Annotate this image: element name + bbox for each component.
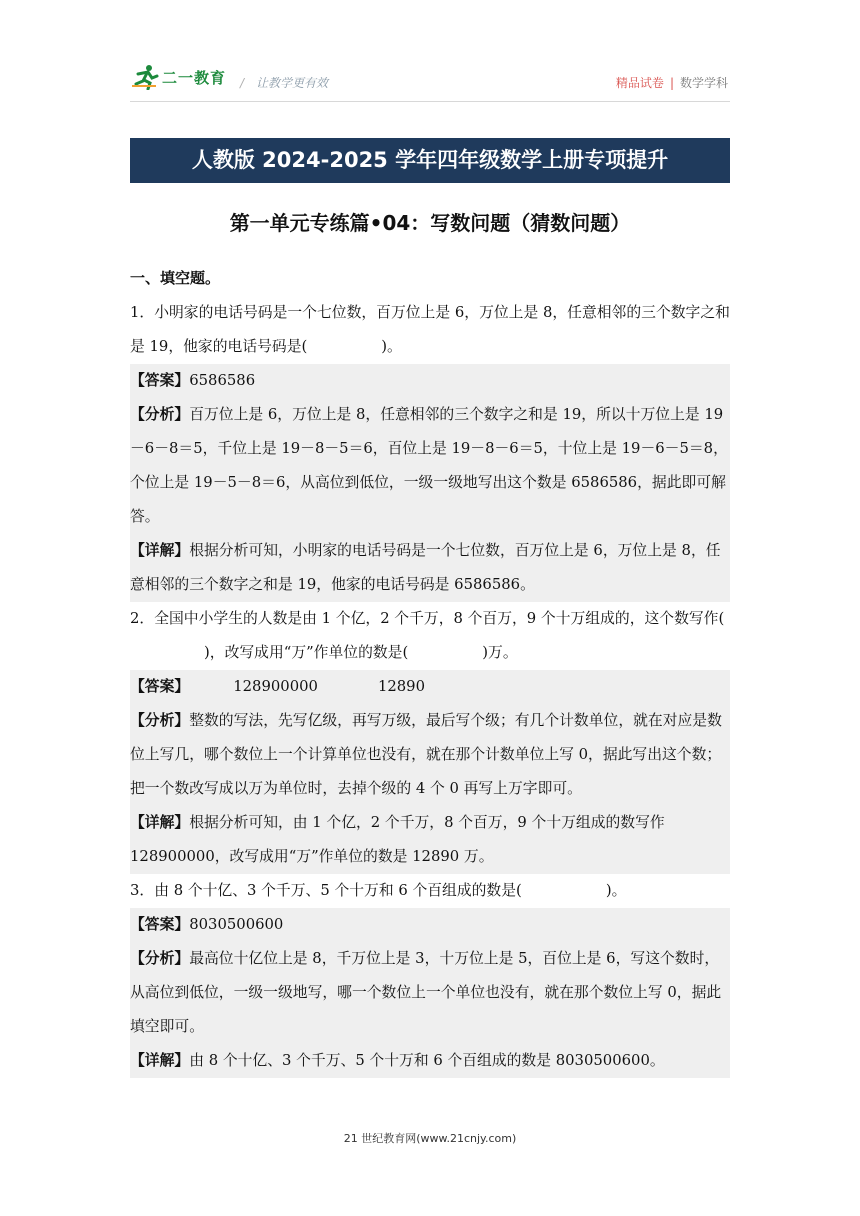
header-tags: 精品试卷 | 数学学科: [615, 76, 728, 90]
analysis-3-text: 最高位十亿位上是 8，千万位上是 3，十万位上是 5，百位上是 6，写这个数时，从高位到低位，一级一级地写，哪一个数位上一个单位也没有，就在那个数位上写 0，据此填空即可。: [130, 950, 722, 1035]
detail-1-text: 根据分析可知，小明家的电话号码是一个七位数，百万位上是 6，万位上是 8，任意相邻的三个数字之和是 19，他家的电话号码是 6586586。: [130, 542, 721, 593]
analysis-3: [130, 942, 730, 1044]
answer-label: 【答案】: [130, 372, 190, 389]
question-2-text: 2．全国中小学生的人数是由 1 个亿，2 个千万，8 个百万，9 个十万组成的，这个数写作(: [130, 610, 725, 627]
analysis-1: [130, 398, 730, 534]
page-footer: 21 世纪教育网(www.21cnjy.com): [343, 1132, 517, 1145]
detail-3: [130, 1044, 730, 1078]
header-tag-subject: 数学学科: [679, 76, 728, 90]
question-2-mid: )，改写成用“万”作单位的数是(: [204, 644, 409, 661]
analysis-2: [130, 704, 730, 806]
question-3-text: 3．由 8 个十亿、3 个千万、5 个十万和 6 个百组成的数是(: [130, 882, 522, 899]
answer-3-value: 8030500600: [189, 916, 284, 933]
answer-2-value-2: 12890: [377, 678, 426, 695]
document-body: [130, 266, 730, 1078]
page-subtitle: 第一单元专练篇•04：写数问题（猜数问题）: [229, 211, 631, 235]
analysis-label: 【分析】: [130, 406, 190, 423]
analysis-2-text: 整数的写法，先写亿级，再写万级，最后写个级；有几个计数单位，就在对应是数位上写几，哪个数位上一个计算单位也没有，就在那个计数单位上写 0，据此写出这个数；把一个数改写成以万为单位时，去掉个级的 4 个 0 再写上万字即可。: [130, 712, 722, 797]
slogan: / 让教学更有效: [240, 76, 329, 90]
question-1: [130, 296, 730, 364]
question-3: [130, 874, 730, 908]
question-3-tail: )。: [605, 882, 627, 899]
question-1-text: 1．小明家的电话号码是一个七位数，百万位上是 6，万位上是 8，任意相邻的三个数字之和是 19，他家的电话号码是(: [130, 304, 730, 355]
header-tag-quality: 精品试卷: [615, 76, 664, 90]
page-header: [130, 60, 730, 100]
logo: [130, 64, 226, 90]
answer-1: [130, 364, 730, 398]
header-divider: [130, 101, 730, 102]
answer-label: 【答案】: [130, 916, 190, 933]
detail-label: 【详解】: [130, 814, 190, 831]
detail-1: [130, 534, 730, 602]
runner-logo-icon: [130, 64, 160, 90]
detail-label: 【详解】: [130, 1052, 190, 1069]
detail-3-text: 由 8 个十亿、3 个千万、5 个十万和 6 个百组成的数是 8030500600。: [189, 1052, 665, 1069]
analysis-1-text: 百万位上是 6，万位上是 8，任意相邻的三个数字之和是 19，所以十万位上是 19－6－8＝5，千位上是 19－8－5＝6，百位上是 19－8－6＝5，十位上是 19－6－5＝8，个位上是 19－5－8＝6，从高位到低位，一级一级地写出这个数是 6586586，据此即可解答。: [130, 406, 728, 525]
section-heading: 一、填空题。: [130, 269, 221, 287]
detail-2-text: 根据分析可知，由 1 个亿，2 个千万，8 个百万，9 个十万组成的数写作 128900000，改写成用“万”作单位的数是 12890 万。: [130, 814, 665, 865]
answer-2: [130, 670, 730, 704]
analysis-label: 【分析】: [130, 712, 190, 729]
detail-label: 【详解】: [130, 542, 190, 559]
answer-2-value-1: 128900000: [233, 678, 318, 695]
logo-text: 二一教育: [162, 68, 227, 87]
slogan-text: 让教学更有效: [256, 76, 329, 90]
question-2: [130, 602, 730, 670]
answer-3: [130, 908, 730, 942]
question-1-tail: )。: [381, 338, 402, 355]
detail-2: [130, 806, 730, 874]
answer-label: 【答案】: [130, 678, 190, 695]
answer-1-value: 6586586: [189, 372, 256, 389]
page-title: 人教版 2024-2025 学年四年级数学上册专项提升: [130, 138, 730, 183]
question-2-tail: )万。: [482, 644, 518, 661]
analysis-label: 【分析】: [130, 950, 190, 967]
